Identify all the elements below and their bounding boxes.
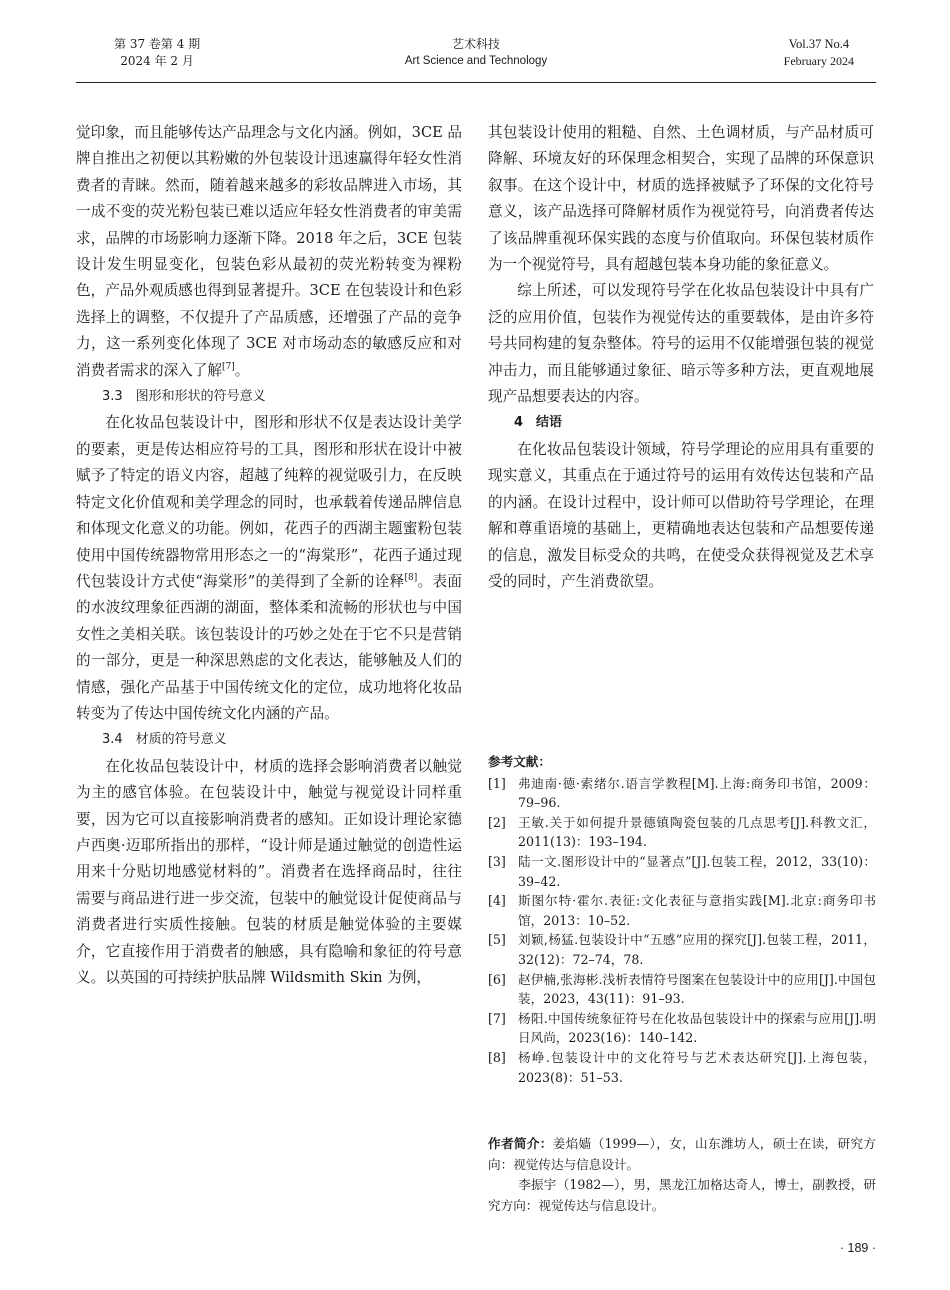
header-right xyxy=(784,36,854,70)
reference-text: 杨阳.中国传统象征符号在化妆品包装设计中的探索与应用[J].明日风尚，2023(16)：140–142. xyxy=(518,1010,876,1046)
header-volume-cn: 第 37 卷第 4 期 xyxy=(114,37,201,51)
section-heading-3-4: 3.4 材质的符号意义 xyxy=(102,732,227,748)
author-bio xyxy=(488,1134,876,1216)
paragraph: 在化妆品包装设计中，材质的选择会影响消费者以触觉为主的感官体验。在包装设计中，触觉与视觉设计同样重要，因为它可以直接影响消费者的感知。正如设计理论家德卢西奥·迈耶所指出的那样，“设计师是通过触觉的创造性运用来十分贴切地感觉材料的”。消费者在选择商品时，往往需要与商品进行进一步交流，包装中的触觉设计促使商品与消费者进行实质性接触。包装的材质是触觉体验的主要媒介，它直接作用于消费者的触感，具有隐喻和象征的符号意义。以英国的可持续护肤品牌 Wildsmith Skin 为例， xyxy=(76,757,462,986)
reference-text: 杨峥.包装设计中的文化符号与艺术表达研究[J].上海包装，2023(8)：51–53. xyxy=(518,1049,876,1085)
reference-number: [8] xyxy=(488,1049,506,1065)
section-heading-4: 4 结语 xyxy=(514,415,563,431)
reference-text: 赵伊楠,张海彬.浅析表情符号图案在包装设计中的应用[J].中国包装，2023，43(11)：91–93. xyxy=(518,971,876,1007)
paragraph: 在化妆品包装设计中，图形和形状不仅是表达设计美学的要素，更是传达相应符号的工具，图形和形状在设计中被赋予了特定的语义内容，超越了纯粹的视觉吸引力，在反映特定文化价值观和美学理念的同时，也承载着传递品牌信息和体现文化意义的功能。例如，花西子的西湖主题蜜粉包装使用中国传统器物常用形态之一的“海棠形”，花西子通过现代包装设计方式使“海棠形”的美得到了全新的诠释[8]。表面的水波纹理象征西湖的湖面，整体柔和流畅的形状也与中国女性之美相关联。该包装设计的巧妙之处在于它不只是营销的一部分，更是一种深思熟虑的文化表达，能够触及人们的情感，强化产品基于中国传统文化的定位，成功地将化妆品转变为了传达中国传统文化内涵的产品。 xyxy=(76,414,462,722)
reference-item xyxy=(488,970,876,1009)
section-heading-3-3: 3.3 图形和形状的符号意义 xyxy=(102,389,266,405)
header-date-cn: 2024 年 2 月 xyxy=(120,54,194,68)
header-volume-en: Vol.37 No.4 xyxy=(788,37,850,51)
citation: [7] xyxy=(221,361,235,372)
reference-text: 陆一文.图形设计中的“显著点”[J].包装工程，2012，33(10)：39–42. xyxy=(518,853,876,889)
reference-item xyxy=(488,774,876,813)
header-center xyxy=(76,36,876,70)
reference-text: 斯图尔特·霍尔.表征:文化表征与意指实践[M].北京:商务印书馆，2013：10–52. xyxy=(518,893,876,928)
reference-number: [1] xyxy=(488,775,506,791)
citation: [8] xyxy=(404,572,418,583)
reference-number: [4] xyxy=(488,893,506,909)
page-number: · 189 · xyxy=(839,1241,876,1255)
author-bio-second: 李振宇（1982—），男，黑龙江加格达奇人，博士，副教授，研究方向：视觉传达与信息设计。 xyxy=(488,1177,876,1213)
reference-number: [7] xyxy=(488,1010,506,1026)
reference-item xyxy=(488,891,876,930)
author-bio-label: 作者简介： xyxy=(488,1136,553,1151)
reference-item xyxy=(488,852,876,891)
reference-text: 弗迪南·德·索绪尔.语言学教程[M].上海:商务印书馆，2009：79–96. xyxy=(518,775,876,811)
reference-text: 刘颖,杨猛.包装设计中“五感”应用的探究[J].包装工程，2011，32(12)：72–74，78. xyxy=(518,932,876,967)
reference-item xyxy=(488,1048,876,1087)
paragraph: 觉印象，而且能够传达产品理念与文化内涵。例如，3CE 品牌自推出之初便以其粉嫩的外包装设计迅速赢得年轻女性消费者的青睐。然而，随着越来越多的彩妆品牌进入市场，其一成不变的荧光粉包装已难以适应年轻女性消费者的审美需求，品牌的市场影响力逐渐下降。2018 年之后，3CE 包装设计发生明显变化，包装色彩从最初的荧光粉转变为裸粉色，产品外观质感也得到显著提升。3CE 在包装设计和色彩选择上的调整，不仅提升了产品质感，还增强了产品的竞争力，这一系列变化体现了 3CE 对市场动态的敏感反应和对消费者需求的深入了解[7]。 xyxy=(76,124,462,379)
reference-item xyxy=(488,813,876,852)
right-column xyxy=(488,120,874,595)
journal-title-cn: 艺术科技 xyxy=(451,37,500,51)
references-title: 参考文献： xyxy=(488,754,551,769)
paragraph: 其包装设计使用的粗糙、自然、土色调材质，与产品材质可降解、环境友好的环保理念相契合，实现了品牌的环保意识叙事。在这个设计中，材质的选择被赋予了环保的文化符号意义，该产品选择可降解材质作为视觉符号，向消费者传达了该品牌重视环保实践的态度与价值取向。环保包装材质作为一个视觉符号，具有超越包装本身功能的象征意义。 xyxy=(488,124,874,274)
reference-text: 王敏.关于如何提升景德镇陶瓷包装的几点思考[J].科教文汇，2011(13)：193–194. xyxy=(518,814,876,850)
references xyxy=(488,752,876,1087)
reference-number: [3] xyxy=(488,853,506,869)
reference-item xyxy=(488,1009,876,1048)
left-column xyxy=(76,120,462,991)
paragraph: 在化妆品包装设计领域，符号学理论的应用具有重要的现实意义，其重点在于通过符号的运用有效传达包装和产品的内涵。在设计过程中，设计师可以借助符号学理论，在理解和尊重语境的基础上，更精确地表达包装和产品想要传递的信息，激发目标受众的共鸣，在使受众获得视觉及艺术享受的同时，产生消费欲望。 xyxy=(488,440,874,590)
reference-number: [2] xyxy=(488,814,506,830)
header-date-en: February 2024 xyxy=(783,54,854,68)
reference-number: [6] xyxy=(488,971,506,987)
journal-title-en: Art Science and Technology xyxy=(404,55,548,67)
running-header xyxy=(76,36,876,83)
author-bio-first: 作者简介：姜焰嫱（1999—），女，山东潍坊人，硕士在读，研究方向：视觉传达与信息设计。 xyxy=(488,1136,876,1172)
reference-number: [5] xyxy=(488,932,506,948)
paragraph: 综上所述，可以发现符号学在化妆品包装设计中具有广泛的应用价值，包装作为视觉传达的重要载体，是由许多符号共同构建的复杂整体。符号的运用不仅能增强包装的视觉冲击力，而且能够通过象征、暗示等多种方法，更直观地展现产品想要表达的内容。 xyxy=(488,282,874,406)
reference-item xyxy=(488,930,876,969)
